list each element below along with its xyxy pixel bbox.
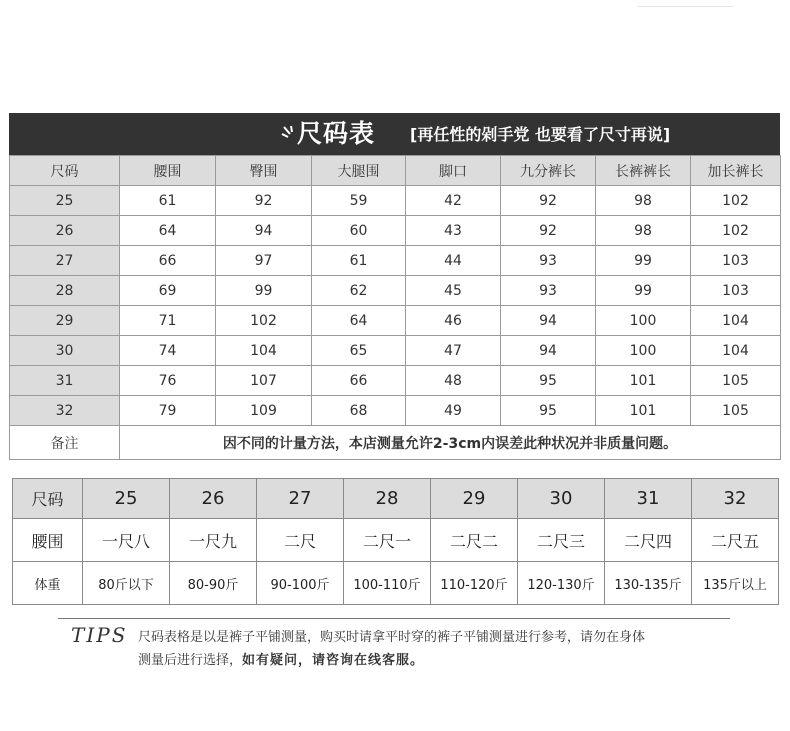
tips-line-1: 尺码表格是以是裤子平铺测量，购买时请拿平时穿的裤子平铺测量进行参考，请勿在身体 [138, 630, 646, 645]
table-cell: 79 [120, 396, 216, 426]
table-cell: 109 [216, 396, 312, 426]
size-cell: 31 [10, 366, 120, 396]
banner-title: 尺码表 [297, 119, 376, 148]
table-cell: 104 [216, 336, 312, 366]
table-row [10, 396, 781, 426]
table-cell: 92 [216, 186, 312, 216]
table-header-row [10, 156, 781, 186]
table-row [10, 366, 781, 396]
table-cell: 101 [596, 366, 691, 396]
table-cell: 60 [312, 216, 406, 246]
note-label: 备注 [10, 426, 120, 460]
note-row [10, 426, 781, 460]
weight-cell: 100-110斤 [344, 562, 431, 605]
table-row [10, 216, 781, 246]
size-row [13, 479, 779, 519]
table-cell: 105 [691, 366, 781, 396]
table-cell: 45 [406, 276, 501, 306]
table-cell: 102 [691, 216, 781, 246]
tips-label: TIPS [71, 623, 128, 647]
table-cell: 104 [691, 306, 781, 336]
weight-cell: 130-135斤 [605, 562, 692, 605]
table-cell: 69 [120, 276, 216, 306]
table-cell: 94 [501, 336, 596, 366]
header-cell: 腰围 [120, 156, 216, 186]
waist-cell: 一尺九 [170, 519, 257, 562]
table-cell: 92 [501, 216, 596, 246]
table-cell: 100 [596, 306, 691, 336]
table-cell: 99 [216, 276, 312, 306]
header-cell: 大腿围 [312, 156, 406, 186]
table-cell: 92 [501, 186, 596, 216]
banner-subtitle: [再任性的剁手党 也要看了尺寸再说] [410, 125, 671, 144]
table-cell: 46 [406, 306, 501, 336]
table-cell: 94 [216, 216, 312, 246]
tips-line-2-bold: 如有疑问，请咨询在线客服。 [242, 653, 425, 668]
waist-cell: 二尺二 [431, 519, 518, 562]
table-row [10, 246, 781, 276]
header-cell: 加长裤长 [691, 156, 781, 186]
table-cell: 105 [691, 396, 781, 426]
weight-cell: 80斤以下 [83, 562, 170, 605]
table-cell: 47 [406, 336, 501, 366]
tips-divider [58, 618, 730, 619]
weight-cell: 120-130斤 [518, 562, 605, 605]
table-cell: 100 [596, 336, 691, 366]
table-cell: 76 [120, 366, 216, 396]
size-cell: 30 [518, 479, 605, 519]
table-cell: 64 [312, 306, 406, 336]
weight-row [13, 562, 779, 605]
size-cell: 29 [10, 306, 120, 336]
table-cell: 99 [596, 276, 691, 306]
table-cell: 103 [691, 276, 781, 306]
waist-cell: 二尺 [257, 519, 344, 562]
size-cell: 25 [10, 186, 120, 216]
table-cell: 95 [501, 366, 596, 396]
sparkle-icon [281, 125, 297, 141]
weight-row-label: 体重 [13, 562, 83, 605]
size-measurement-table [9, 155, 781, 460]
size-cell: 29 [431, 479, 518, 519]
table-cell: 62 [312, 276, 406, 306]
table-cell: 107 [216, 366, 312, 396]
weight-cell: 110-120斤 [431, 562, 518, 605]
size-cell: 26 [10, 216, 120, 246]
size-cell: 32 [692, 479, 779, 519]
table-cell: 103 [691, 246, 781, 276]
table-cell: 44 [406, 246, 501, 276]
table-cell: 59 [312, 186, 406, 216]
size-cell: 27 [10, 246, 120, 276]
header-cell: 脚口 [406, 156, 501, 186]
size-cell: 26 [170, 479, 257, 519]
table-cell: 97 [216, 246, 312, 276]
waist-cell: 二尺五 [692, 519, 779, 562]
table-cell: 102 [691, 186, 781, 216]
table-row [10, 276, 781, 306]
table-cell: 61 [120, 186, 216, 216]
table-cell: 93 [501, 246, 596, 276]
size-chart-banner [9, 113, 780, 155]
size-row-label: 尺码 [13, 479, 83, 519]
header-cell: 臀围 [216, 156, 312, 186]
header-cell: 九分裤长 [501, 156, 596, 186]
table-row [10, 186, 781, 216]
size-cell: 27 [257, 479, 344, 519]
size-cell: 30 [10, 336, 120, 366]
size-cell: 28 [344, 479, 431, 519]
table-cell: 68 [312, 396, 406, 426]
waist-cell: 二尺一 [344, 519, 431, 562]
waist-cell: 二尺三 [518, 519, 605, 562]
waist-row-label: 腰围 [13, 519, 83, 562]
note-text: 因不同的计量方法，本店测量允许2-3cm内误差此种状况并非质量问题。 [120, 426, 781, 460]
size-cell: 31 [605, 479, 692, 519]
size-weight-table [12, 478, 779, 605]
table-cell: 94 [501, 306, 596, 336]
table-cell: 65 [312, 336, 406, 366]
size-cell: 32 [10, 396, 120, 426]
table-cell: 61 [312, 246, 406, 276]
tips-line-2 [138, 649, 424, 668]
waist-cell: 二尺四 [605, 519, 692, 562]
table-cell: 42 [406, 186, 501, 216]
table-cell: 74 [120, 336, 216, 366]
table-cell: 98 [596, 216, 691, 246]
table-cell: 71 [120, 306, 216, 336]
table-cell: 66 [120, 246, 216, 276]
header-cell: 尺码 [10, 156, 120, 186]
table-cell: 64 [120, 216, 216, 246]
table-row [10, 306, 781, 336]
tips-line-2-plain: 测量后进行选择， [138, 653, 243, 668]
table-cell: 104 [691, 336, 781, 366]
weight-cell: 80-90斤 [170, 562, 257, 605]
waist-cell: 一尺八 [83, 519, 170, 562]
size-cell: 28 [10, 276, 120, 306]
table-cell: 99 [596, 246, 691, 276]
weight-cell: 135斤以上 [692, 562, 779, 605]
table-cell: 48 [406, 366, 501, 396]
table-row [10, 336, 781, 366]
size-cell: 25 [83, 479, 170, 519]
table-cell: 101 [596, 396, 691, 426]
table-cell: 95 [501, 396, 596, 426]
top-divider [638, 6, 733, 7]
header-cell: 长裤裤长 [596, 156, 691, 186]
table-cell: 49 [406, 396, 501, 426]
table-cell: 98 [596, 186, 691, 216]
table-cell: 43 [406, 216, 501, 246]
waist-row [13, 519, 779, 562]
table-cell: 66 [312, 366, 406, 396]
table-cell: 102 [216, 306, 312, 336]
table-cell: 93 [501, 276, 596, 306]
weight-cell: 90-100斤 [257, 562, 344, 605]
